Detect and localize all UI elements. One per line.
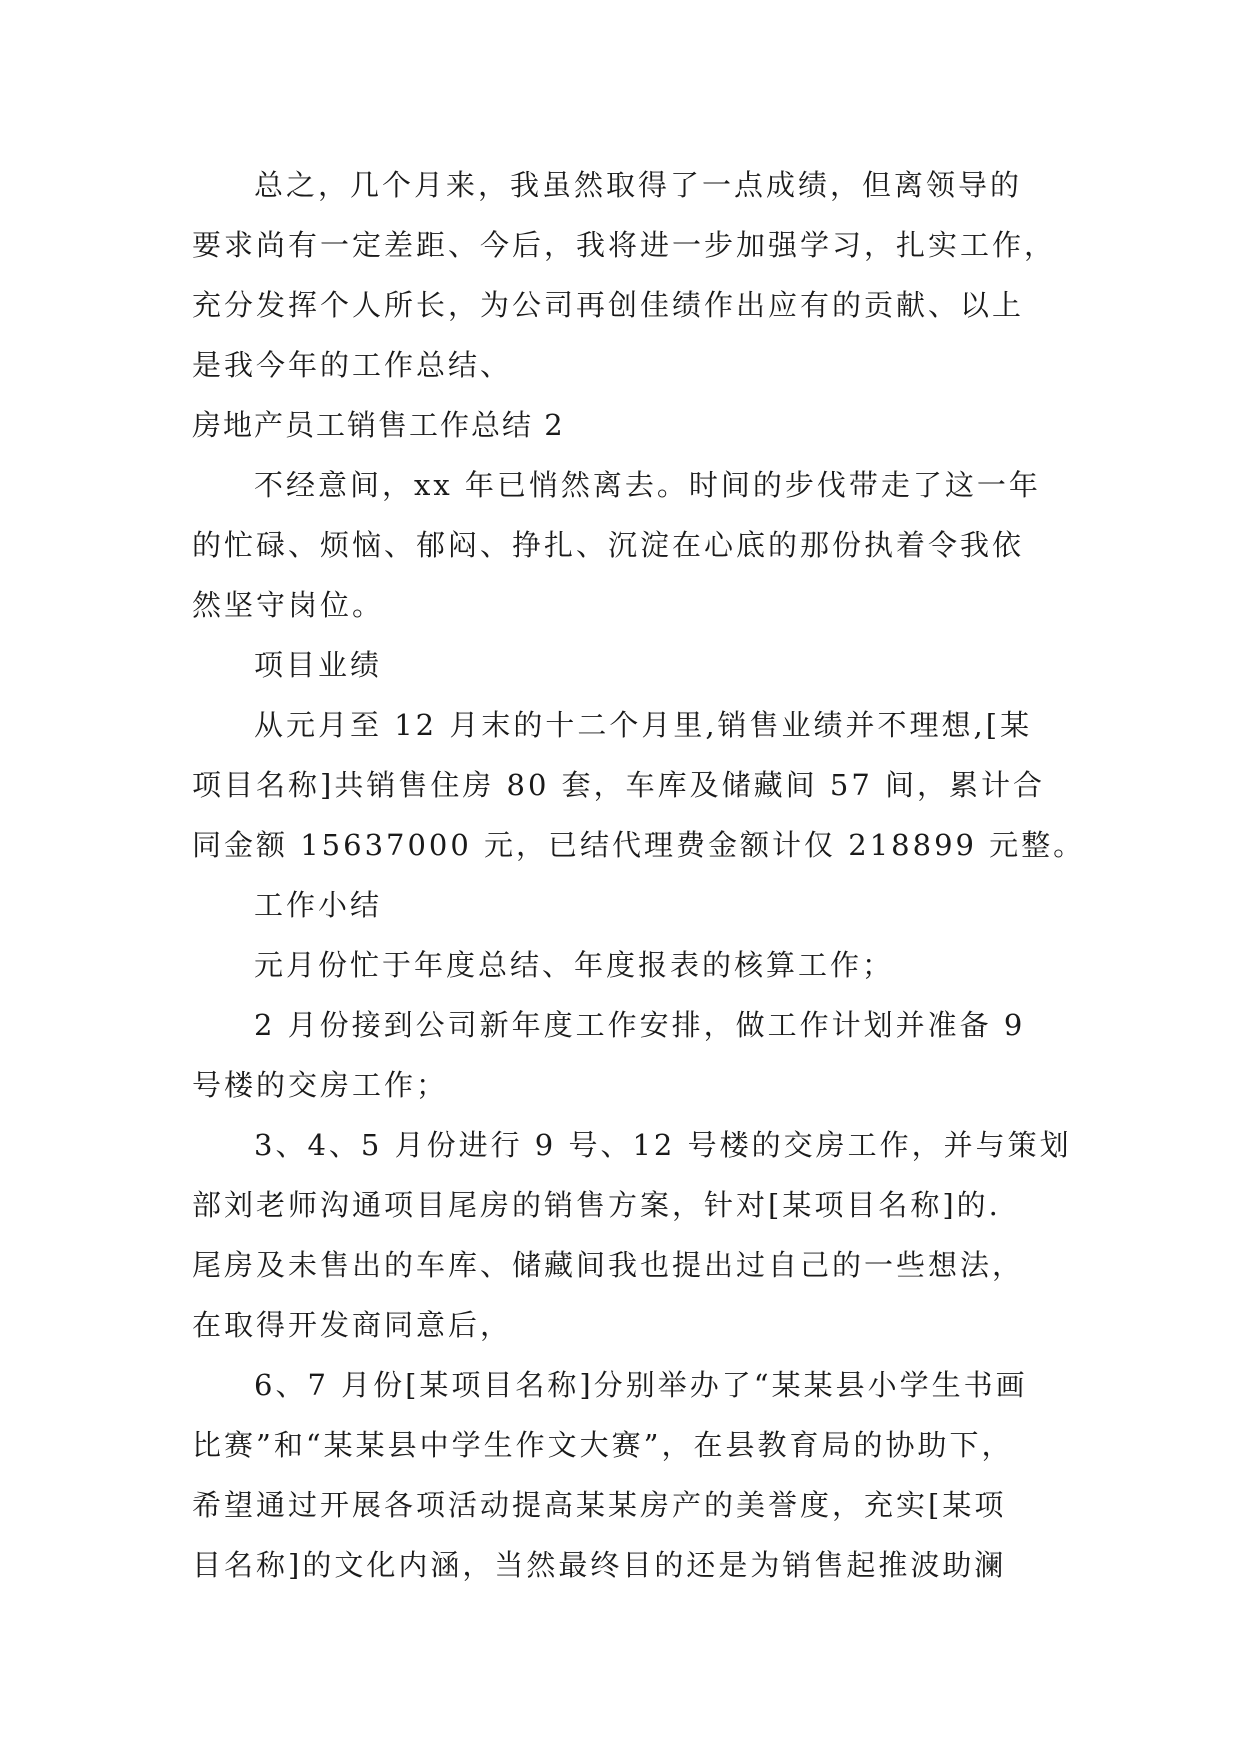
text-line: 6、7 月份[某项目名称]分别举办了“某某县小学生书画 — [254, 1368, 1028, 1402]
text-line: 2 月份接到公司新年度工作安排，做工作计划并准备 9 — [254, 1008, 1026, 1042]
text-line: 3、4、5 月份进行 9 号、12 号楼的交房工作，并与策划 — [254, 1128, 1072, 1162]
text-line: 然坚守岗位。 — [192, 588, 385, 622]
text-line: 希望通过开展各项活动提高某某房产的美誉度，充实[某项 — [192, 1488, 1007, 1522]
text-line: 号楼的交房工作； — [192, 1068, 449, 1102]
text-line: 从元月至 12 月末的十二个月里,销售业绩并不理想,[某 — [254, 708, 1033, 742]
text-line: 项目名称]共销售住房 80 套，车库及储藏间 57 间，累计合 — [192, 768, 1045, 802]
text-line: 不经意间，xx 年已悄然离去。时间的步伐带走了这一年 — [254, 468, 1041, 502]
text-line: 是我今年的工作总结、 — [192, 348, 513, 382]
document-body — [192, 155, 1086, 1595]
text-line: 项目业绩 — [254, 648, 383, 682]
text-line: 要求尚有一定差距、今后，我将进一步加强学习，扎实工作， — [192, 228, 1057, 262]
text-line: 尾房及未售出的车库、储藏间我也提出过自己的一些想法， — [192, 1248, 1025, 1282]
text-line: 工作小结 — [254, 888, 383, 922]
text-line: 目名称]的文化内涵，当然最终目的还是为销售起推波助澜 — [192, 1548, 1007, 1582]
text-line: 充分发挥个人所长，为公司再创佳绩作出应有的贡献、以上 — [192, 288, 1025, 322]
text-line: 在取得开发商同意后， — [192, 1308, 513, 1342]
text-line: 元月份忙于年度总结、年度报表的核算工作； — [254, 948, 895, 982]
section-heading: 房地产员工销售工作总结 2 — [192, 408, 565, 442]
text-line: 的忙碌、烦恼、郁闷、挣扎、沉淀在心底的那份执着令我依 — [192, 528, 1025, 562]
text-line: 总之，几个月来，我虽然取得了一点成绩，但离领导的 — [254, 168, 1023, 202]
text-line: 同金额 15637000 元，已结代理费金额计仅 218899 元整。 — [192, 828, 1086, 862]
text-line: 比赛”和“某某县中学生作文大赛”，在县教育局的协助下， — [192, 1428, 1014, 1462]
text-line: 部刘老师沟通项目尾房的销售方案，针对[某项目名称]的. — [192, 1188, 1001, 1222]
